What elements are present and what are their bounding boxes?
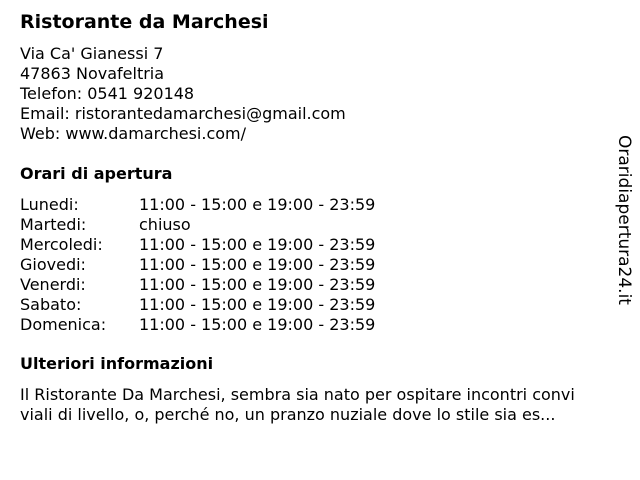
address-street: Via Ca' Gianessi 7: [20, 44, 164, 63]
further-info-heading: Ulteriori informazioni: [20, 354, 214, 373]
day-label: Mercoledi:: [20, 235, 103, 254]
time-value: 11:00 - 15:00 e 19:00 - 23:59: [139, 235, 376, 254]
time-value: 11:00 - 15:00 e 19:00 - 23:59: [139, 195, 376, 214]
contact-block: [20, 44, 346, 144]
day-label: Venerdi:: [20, 275, 86, 294]
site-watermark: Oraridiapertura24.it: [614, 135, 634, 305]
time-value: 11:00 - 15:00 e 19:00 - 23:59: [139, 255, 376, 274]
time-value: 11:00 - 15:00 e 19:00 - 23:59: [139, 275, 376, 294]
time-value: 11:00 - 15:00 e 19:00 - 23:59: [139, 315, 376, 334]
address-city: 47863 Novafeltria: [20, 64, 165, 83]
website-address: Web: www.damarchesi.com/: [20, 124, 247, 143]
day-label: Giovedi:: [20, 255, 86, 274]
day-label: Martedi:: [20, 215, 87, 234]
opening-hours-heading: Orari di apertura: [20, 164, 173, 183]
description-text: [20, 385, 620, 425]
time-value: chiuso: [139, 215, 191, 234]
restaurant-name: Ristorante da Marchesi: [20, 11, 269, 33]
day-label: Domenica:: [20, 315, 107, 334]
day-label: Lunedi:: [20, 195, 79, 214]
phone-number: Telefon: 0541 920148: [20, 84, 195, 103]
time-value: 11:00 - 15:00 e 19:00 - 23:59: [139, 295, 376, 314]
email-address: Email: ristorantedamarchesi@gmail.com: [20, 104, 346, 123]
description-line-1: Il Ristorante Da Marchesi, sembra sia nato per ospitare incontri convi: [20, 385, 575, 404]
day-label: Sabato:: [20, 295, 82, 314]
description-line-2: viali di livello, o, perché no, un pranzo nuziale dove lo stile sia es...: [20, 405, 556, 424]
